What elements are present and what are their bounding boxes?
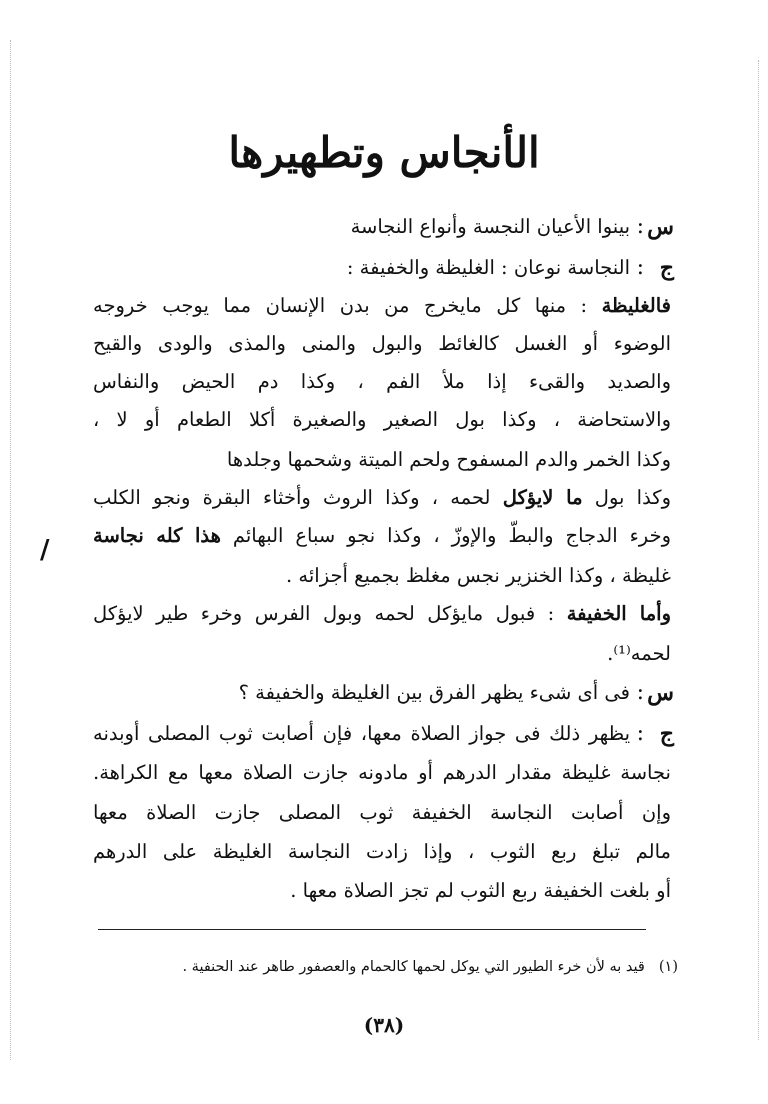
page-number: (٣٨)	[363, 1013, 405, 1037]
heavy-line-7: وخرء الدجاج والبطّ والإوزّ ، وكذا نجو سباع البهائم هذا كله نجاسة	[93, 524, 671, 547]
answer-1-text: النجاسة نوعان : الغليظة والخفيفة :	[346, 256, 630, 279]
footnote-text: قيد به لأن خرء الطيور التي يوكل لحمها كالحمام والعصفور طاهر عند الحنفية .	[182, 959, 645, 975]
heavy-line-4: والاستحاضة ، وكذا بول الصغير والصغيرة أكلا الطعام أو لا ،	[93, 408, 671, 431]
scan-margin-dots	[758, 60, 760, 1040]
scan-margin-dots	[10, 40, 12, 1060]
margin-mark: /	[40, 535, 50, 565]
answer-2-line-4: مالم تبلغ ربع الثوب ، وإذا زادت النجاسة الغليظة على الدرهم	[93, 840, 671, 863]
page-title: الأنجاس وتطهيرها	[228, 128, 540, 177]
answer-label: ج	[659, 255, 674, 281]
separator: :	[636, 680, 644, 705]
separator: :	[636, 255, 644, 280]
heavy-line-8: غليظة ، وكذا الخنزير نجس مغلظ بجميع أجزائه .	[286, 564, 671, 587]
separator: :	[636, 214, 644, 239]
answer-label: ج	[659, 721, 674, 747]
heavy-line-5: وكذا الخمر والدم المسفوح ولحم الميتة وشحمها وجلدها	[226, 448, 671, 471]
answer-2-line-3: وإن أصابت النجاسة الخفيفة ثوب المصلى جازت الصلاة معها	[93, 801, 671, 824]
heavy-line-6: وكذا بول ما لايؤكل لحمه ، وكذا الروث وأخثاء البقرة ونجو الكلب	[93, 486, 672, 509]
heavy-line-2: الوضوء أو الغسل كالغائط والبول والمنى والمذى والودى والقيح	[93, 332, 671, 355]
footnote-number: (١)	[658, 959, 678, 975]
heavy-term: فالغليظة	[601, 294, 671, 317]
light-line-2: لحمه⁽¹⁾.	[607, 642, 671, 665]
footnote-divider	[98, 929, 646, 930]
separator: :	[636, 721, 644, 746]
answer-2-line-5: أو بلغت الخفيفة ربع الثوب لم تجز الصلاة معها .	[290, 879, 671, 902]
heavy-line-3: والصديد والقىء إذا ملأ الفم ، وكذا دم الحيض والنفاس	[93, 370, 671, 393]
light-term: وأما الخفيفة	[566, 602, 671, 625]
question-label: س	[647, 680, 674, 706]
answer-2-line-2: نجاسة غليظة مقدار الدرهم أو مادونه جازت الصلاة معها مع الكراهة.	[93, 761, 671, 784]
answer-2-line-1: يظهر ذلك فى جواز الصلاة معها، فإن أصابت ثوب المصلى أوبدنه	[93, 722, 630, 745]
footnote	[182, 955, 678, 979]
heavy-line-1: فالغليظة : منها كل مايخرج من بدن الإنسان مما يوجب خروجه	[93, 294, 671, 317]
question-1-text: بينوا الأعيان النجسة وأنواع النجاسة	[350, 215, 630, 238]
question-label: س	[647, 214, 674, 240]
light-line-1: وأما الخفيفة : فبول مايؤكل لحمه وبول الفرس وخرء طير لايؤكل	[93, 602, 671, 625]
question-2-text: فى أى شىء يظهر الفرق بين الغليظة والخفيفة ؟	[238, 681, 630, 704]
